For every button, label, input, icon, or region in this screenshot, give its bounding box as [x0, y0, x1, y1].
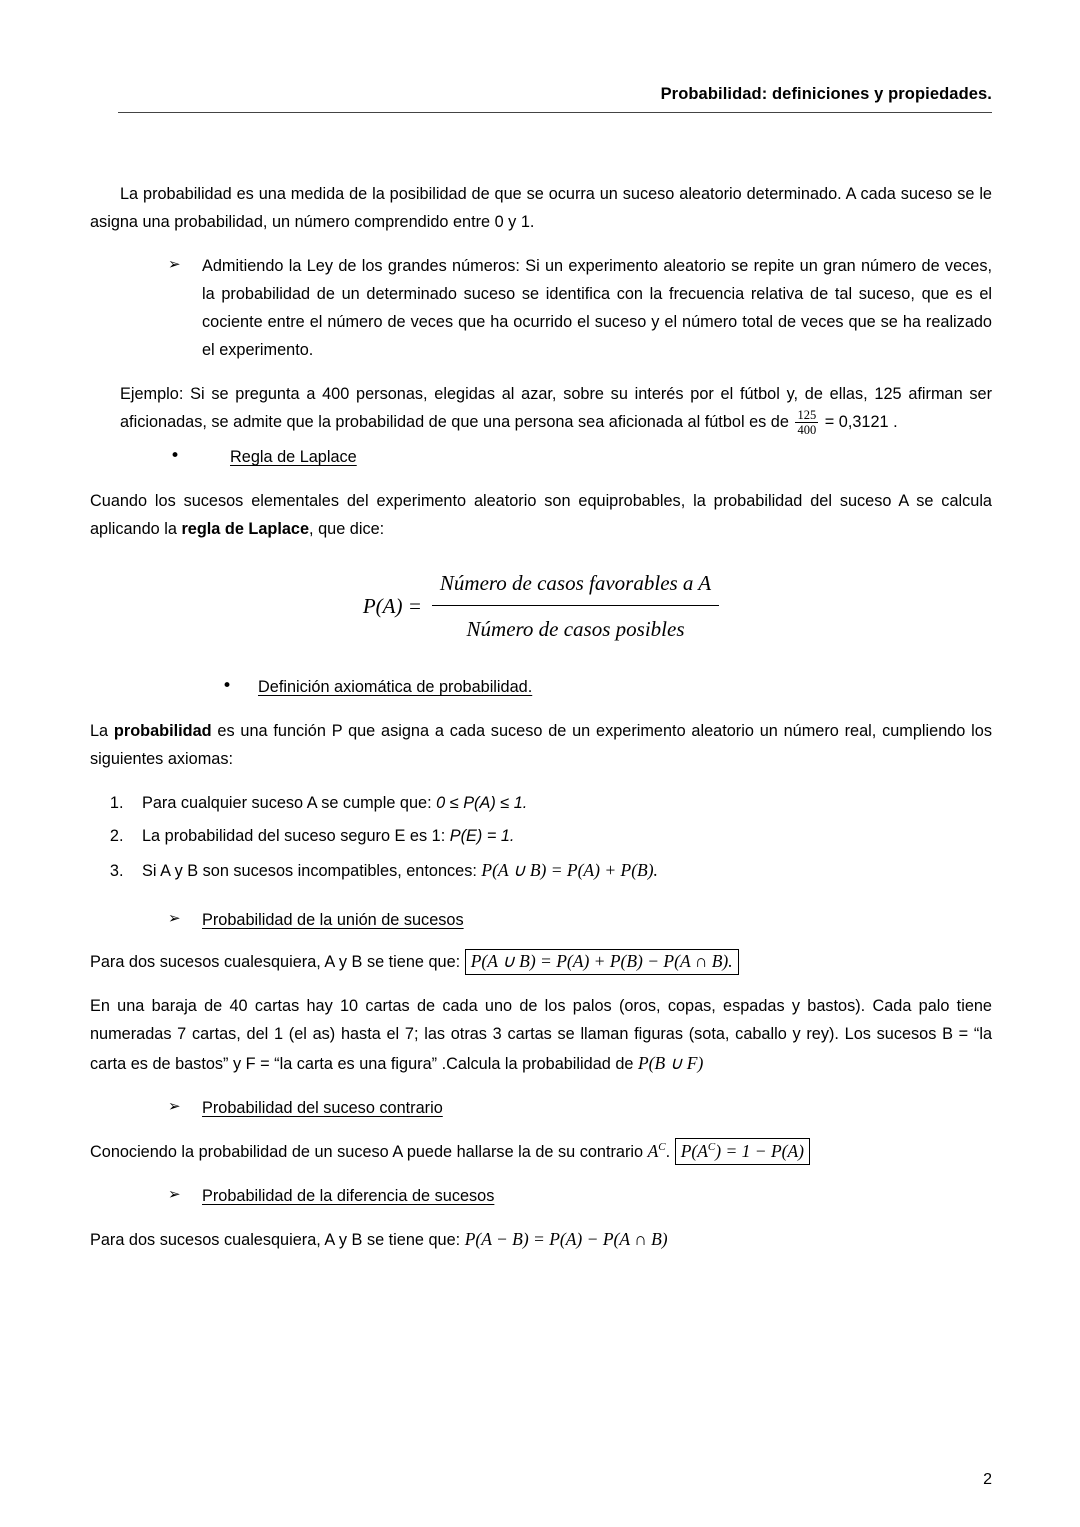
list-item	[128, 855, 992, 885]
document-content	[90, 180, 992, 1270]
definicion-axiomatica-label: Definición axiomática de probabilidad.	[258, 678, 533, 697]
axiom-formula: P(E) = 1.	[449, 827, 515, 846]
page-number: 2	[983, 1471, 992, 1488]
diferencia-formula: P(A − B) = P(A) − P(A ∩ B)	[464, 1228, 668, 1249]
union-paragraph	[90, 948, 992, 976]
ejemplo-result: = 0,3121 .	[824, 413, 898, 432]
axiomatica-paragraph	[90, 717, 992, 773]
intro-paragraph: La probabilidad es una medida de la posibilidad de que se ocurra un suceso aleatorio determinado. A cada suceso se le asigna una probabilidad, un número comprendido entre 0 y 1.	[90, 185, 992, 232]
axiom-text: Para cualquier suceso A se cumple que:	[142, 794, 437, 813]
laplace-equation-denominator: Número de casos posibles	[432, 605, 719, 647]
baraja-text: En una baraja de 40 cartas hay 10 cartas de cada uno de los palos (oros, copas, espadas y bastos). Cada palo tiene numeradas 7 cartas, del 1 (el as) hasta el 7; las otras 3 cartas se llaman figuras (sota, caballo y rey). Los sucesos B = “la carta es de bastos” y F = “la carta es una figura” .Calcula la probabilidad de	[90, 996, 992, 1073]
laplace-equation	[90, 565, 992, 647]
axiom-formula: 0 ≤ P(A) ≤ 1.	[436, 794, 528, 813]
union-heading-label: Probabilidad de la unión de sucesos	[202, 910, 464, 929]
diferencia-text: Para dos sucesos cualesquiera, A y B se tiene que:	[90, 1230, 465, 1249]
regla-laplace-label: Regla de Laplace	[230, 448, 357, 467]
ley-grandes-numeros-text: Admitiendo la Ley de los grandes números: Si un experimento aleatorio se repite un gran número de veces, la probabilidad de un determinado suceso se identifica con la frecuencia relativa de tal suceso, que es el cociente entre el número de veces que ha ocurrido el suceso y el número total de veces que se ha realizado el experimento.	[202, 257, 992, 360]
contrario-text: Conociendo la probabilidad de un suceso A puede hallarse la de su contrario	[90, 1142, 648, 1161]
arrow-bullet-icon: ➢	[168, 908, 181, 927]
arrow-bullet-icon: ➢	[168, 1096, 181, 1115]
contrario-heading	[90, 1094, 992, 1122]
contrario-period: .	[665, 1142, 671, 1161]
axiomatica-bold: probabilidad	[113, 722, 212, 741]
union-text: Para dos sucesos cualesquiera, A y B se tiene que:	[90, 952, 461, 971]
axiom-text: La probabilidad del suceso seguro E es 1:	[142, 827, 450, 846]
ejemplo-text: Ejemplo: Si se pregunta a 400 personas, elegidas al azar, sobre su interés por el fútbol y, de ellas, 125 afirman ser aficionadas, se admite que la probabilidad de que una persona sea aficionada al fútbol es de	[120, 385, 992, 432]
laplace-equation-lhs: P(A) =	[362, 594, 422, 619]
axiomatica-text-2: es una función P que asigna a cada suceso de un experimento aleatorio un número real, cumpliendo los siguientes axiomas:	[90, 722, 992, 769]
laplace-bold: regla de Laplace	[181, 520, 310, 539]
dot-bullet-icon: •	[170, 446, 181, 467]
page-header	[118, 85, 992, 113]
ley-grandes-numeros-item	[90, 252, 992, 364]
ejemplo-paragraph	[120, 380, 992, 437]
diferencia-heading-label: Probabilidad de la diferencia de sucesos	[202, 1186, 495, 1205]
baraja-paragraph	[90, 992, 992, 1078]
union-heading	[90, 906, 992, 934]
header-title: Probabilidad: definiciones y propiedades.	[660, 85, 992, 103]
diferencia-heading	[90, 1182, 992, 1210]
regla-laplace-heading	[90, 443, 992, 471]
arrow-bullet-icon: ➢	[168, 1184, 181, 1203]
laplace-paragraph	[90, 487, 992, 543]
laplace-equation-numerator: Número de casos favorables a A	[439, 571, 712, 596]
fraction-numerator: 125	[797, 408, 817, 423]
axiomatica-text-1: La	[90, 722, 114, 741]
laplace-text-2: , que dice:	[309, 520, 385, 539]
definicion-axiomatica-heading	[90, 673, 992, 701]
diferencia-paragraph	[90, 1224, 992, 1254]
arrow-bullet-icon: ➢	[168, 255, 181, 274]
fraction-denominator: 400	[797, 423, 817, 438]
contrario-heading-label: Probabilidad del suceso contrario	[202, 1098, 443, 1117]
list-item	[128, 822, 992, 850]
contrario-formula: $P(A^C) = 1 - P(A)$	[675, 1138, 810, 1165]
header-divider	[118, 112, 992, 113]
baraja-formula: P(B ∪ F)	[637, 1052, 704, 1073]
contrario-paragraph	[90, 1136, 992, 1166]
laplace-equation-fraction	[432, 565, 719, 647]
ejemplo-block	[120, 380, 992, 437]
ejemplo-fraction	[795, 408, 818, 437]
contrario-symbol: $A^C$	[647, 1140, 666, 1161]
union-formula: P(A ∪ B) = P(A) + P(B) − P(A ∩ B).	[465, 949, 739, 975]
dot-bullet-icon: •	[222, 676, 233, 697]
axiom-text: Si A y B son sucesos incompatibles, entonces:	[142, 862, 482, 881]
list-item	[128, 789, 992, 817]
laplace-text-1: Cuando los sucesos elementales del experimento aleatorio son equiprobables, la probabilidad del suceso A se calcula aplicando la	[90, 492, 992, 539]
axioms-list	[90, 789, 992, 885]
axiom-formula: P(A ∪ B) = P(A) + P(B).	[481, 860, 658, 881]
